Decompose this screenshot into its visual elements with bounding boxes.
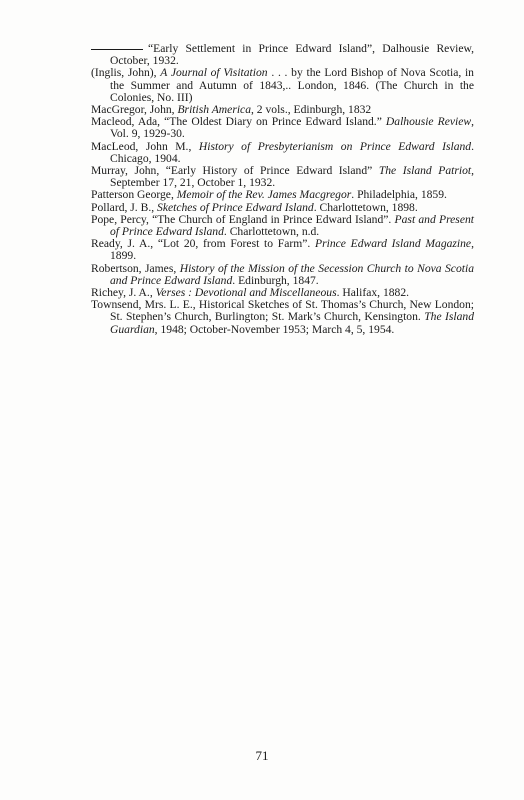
repeated-author-rule (91, 49, 143, 50)
entry-text: Patterson George, (91, 188, 177, 202)
bibliography-entry (91, 263, 474, 287)
entry-text: , Vol. 9, 1929-30. (110, 115, 474, 141)
entry-text: (Inglis, John), (91, 66, 161, 80)
entry-title-italic: A Journal of Visitation (160, 66, 268, 80)
entry-title-italic: Sketches of Prince Edward Island (157, 200, 314, 214)
entry-text: “Early Settlement in Prince Edward Island”, Dalhousie Review, October, 1932. (110, 42, 474, 68)
entry-title-italic: Verses : Devotional and Miscellaneous (155, 286, 337, 300)
bibliography-entry (91, 238, 474, 262)
entry-text: Ready, J. A., “Lot 20, from Forest to Farm”. (91, 237, 316, 251)
entry-text: . Edinburgh, 1847. (232, 273, 319, 287)
entry-title-italic: British America (177, 103, 251, 117)
entry-text: . . . by the Lord Bishop of Nova Scotia, in the Summer and Autumn of 1843,.. London, 1846. (The Church in the Colonies, No. III) (110, 66, 474, 104)
entry-title-italic: Prince Edward Island Magazine (315, 237, 472, 251)
bibliography-entry (91, 165, 474, 189)
entry-text: . Chicago, 1904. (110, 139, 474, 165)
entry-text: Townsend, Mrs. L. E., Historical Sketches of St. Thomas’s Church, New London; St. Stephen’s Church, Burlington; St. Mark’s Church, Kensington. (91, 298, 474, 324)
entry-text: Robertson, James, (91, 261, 180, 275)
entry-text: Macleod, Ada, “The Oldest Diary on Prince Edward Island.” (91, 115, 386, 129)
entry-text: , 1948; October-November 1953; March 4, 5, 1954. (154, 322, 395, 336)
entry-text: Murray, John, “Early History of Prince Edward Island” (91, 164, 379, 178)
entry-title-italic: The Island Patriot (378, 164, 472, 178)
entry-text: , 1899. (110, 237, 474, 263)
entry-title-italic: History of the Mission of the Secession Church to Nova Scotia and Prince Edward Island (110, 261, 474, 287)
entry-text: . Charlottetown, n.d. (223, 225, 320, 239)
entry-text: Pollard, J. B., (91, 200, 158, 214)
page-number: 71 (255, 748, 269, 763)
bibliography-entry (91, 116, 474, 140)
entry-title-italic: Past and Present of Prince Edward Island (110, 212, 474, 239)
entry-text: Richey, J. A., (91, 286, 156, 300)
bibliography-entry (91, 214, 474, 238)
entry-title-italic: History of Presbyterianism on Prince Edward Island (198, 139, 472, 153)
entry-title-italic: Memoir of the Rev. James Macgregor (176, 188, 352, 202)
entry-text: , 2 vols., Edinburgh, 1832 (251, 103, 372, 117)
entry-text: , September 17, 21, October 1, 1932. (110, 164, 475, 190)
entry-text: . Charlottetown, 1898. (313, 200, 418, 214)
entry-text: . Philadelphia, 1859. (351, 188, 447, 202)
entry-text: MacGregor, John, (91, 103, 178, 117)
bibliography-entry (91, 299, 474, 336)
entry-title-italic: The Island Guardian (110, 310, 474, 336)
entry-text: Pope, Percy, “The Church of England in Prince Edward Island”. (91, 212, 395, 226)
entry-title-italic: Dalhousie Review (385, 115, 472, 129)
bibliography-list (91, 43, 474, 336)
entry-text: . Halifax, 1882. (336, 286, 410, 300)
bibliography-entry (91, 43, 474, 67)
entry-text: MacLeod, John M., (91, 139, 199, 153)
bibliography-entry (91, 67, 474, 104)
bibliography-entry (91, 141, 474, 165)
